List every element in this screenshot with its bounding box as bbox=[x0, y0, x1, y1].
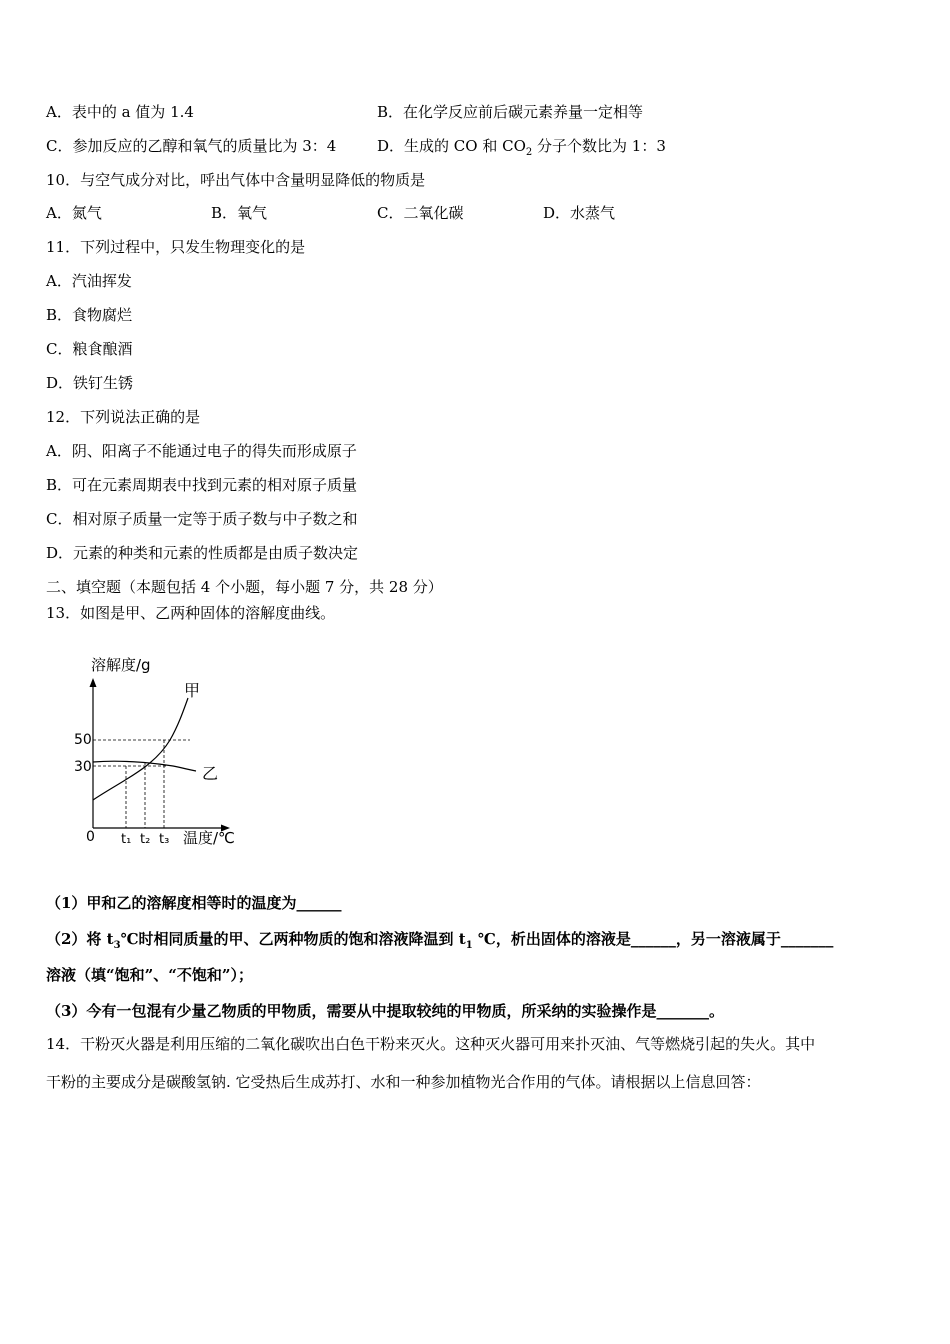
q13-sub2-b: ℃时相同质量的甲、乙两种物质的饱和溶液降温到 t bbox=[120, 930, 466, 948]
q9-option-d-sub: 2 bbox=[525, 147, 533, 158]
q11-option-a: A．汽油挥发 bbox=[46, 272, 132, 290]
y-tick-50: 50 bbox=[74, 732, 92, 748]
q10-option-c: C．二氧化碳 bbox=[377, 204, 464, 222]
q9-option-c: C．参加反应的乙醇和氧气的质量比为 3：4 bbox=[46, 137, 337, 155]
q12-option-b: B．可在元素周期表中找到元素的相对原子质量 bbox=[46, 476, 358, 494]
x-tick-t2: t₂ bbox=[140, 832, 151, 847]
series-label-yi: 乙 bbox=[202, 764, 219, 783]
q11-stem: 11．下列过程中，只发生物理变化的是 bbox=[46, 238, 306, 256]
q10-option-d: D．水蒸气 bbox=[543, 204, 616, 222]
section-2-heading: 二、填空题（本题包括 4 个小题，每小题 7 分，共 28 分） bbox=[46, 578, 443, 596]
x-axis-label: 温度/℃ bbox=[183, 829, 235, 847]
q13-sub3: （3）今有一包混有少量乙物质的甲物质，需要从中提取较纯的甲物质，所采纳的实验操作是_______。 bbox=[46, 1002, 724, 1020]
q13-sub2-c: ℃，析出固体的溶液是______，另一溶液属于_______ bbox=[472, 930, 834, 948]
curve-jia bbox=[93, 698, 188, 800]
q13-sub2-a: （2）将 t bbox=[46, 930, 114, 948]
q13-sub2-line2: 溶液（填“饱和”、“不饱和”）； bbox=[46, 966, 254, 984]
q12-option-a: A．阴、阳离子不能通过电子的得失而形成原子 bbox=[46, 442, 357, 460]
x-tick-t1: t₁ bbox=[121, 832, 132, 847]
q13-sub1: （1）甲和乙的溶解度相等时的温度为______ bbox=[46, 894, 342, 912]
q9-option-d-post: 分子个数比为 1：3 bbox=[532, 137, 666, 155]
solubility-chart bbox=[74, 650, 258, 855]
q9-option-d-pre: D．生成的 CO 和 CO bbox=[377, 137, 526, 155]
origin-label: 0 bbox=[86, 829, 95, 845]
q9-option-d bbox=[377, 136, 666, 163]
q10-option-b: B．氧气 bbox=[211, 204, 268, 222]
q11-option-d: D．铁钉生锈 bbox=[46, 374, 134, 392]
q13-sub2-a-sub: 3 bbox=[113, 940, 121, 951]
q13-sub2-b-sub: 1 bbox=[465, 940, 473, 951]
q12-stem: 12．下列说法正确的是 bbox=[46, 408, 201, 426]
q11-option-b: B．食物腐烂 bbox=[46, 306, 133, 324]
q12-option-c: C．相对原子质量一定等于质子数与中子数之和 bbox=[46, 510, 358, 528]
q14-line2: 干粉的主要成分是碳酸氢钠. 它受热后生成苏打、水和一种参加植物光合作用的气体。请根据以上信息回答： bbox=[46, 1073, 761, 1091]
y-axis-arrow bbox=[90, 678, 97, 687]
q10-stem: 10．与空气成分对比，呼出气体中含量明显降低的物质是 bbox=[46, 171, 426, 189]
y-axis-label: 溶解度/g bbox=[91, 656, 151, 674]
q10-option-a: A．氮气 bbox=[46, 204, 102, 222]
q14-line1: 14．干粉灭火器是利用压缩的二氧化碳吹出白色干粉来灭火。这种灭火器可用来扑灭油、气等燃烧引起的失火。其中 bbox=[46, 1035, 816, 1053]
q13-sub2 bbox=[46, 929, 833, 956]
q9-option-b: B．在化学反应前后碳元素养量一定相等 bbox=[377, 103, 644, 121]
y-tick-30: 30 bbox=[74, 759, 92, 775]
q13-stem: 13．如图是甲、乙两种固体的溶解度曲线。 bbox=[46, 604, 336, 622]
q9-option-a: A．表中的 a 值为 1.4 bbox=[46, 103, 194, 121]
x-tick-t3: t₃ bbox=[159, 832, 170, 847]
series-label-jia: 甲 bbox=[184, 681, 201, 700]
q11-option-c: C．粮食酿酒 bbox=[46, 340, 133, 358]
q12-option-d: D．元素的种类和元素的性质都是由质子数决定 bbox=[46, 544, 359, 562]
